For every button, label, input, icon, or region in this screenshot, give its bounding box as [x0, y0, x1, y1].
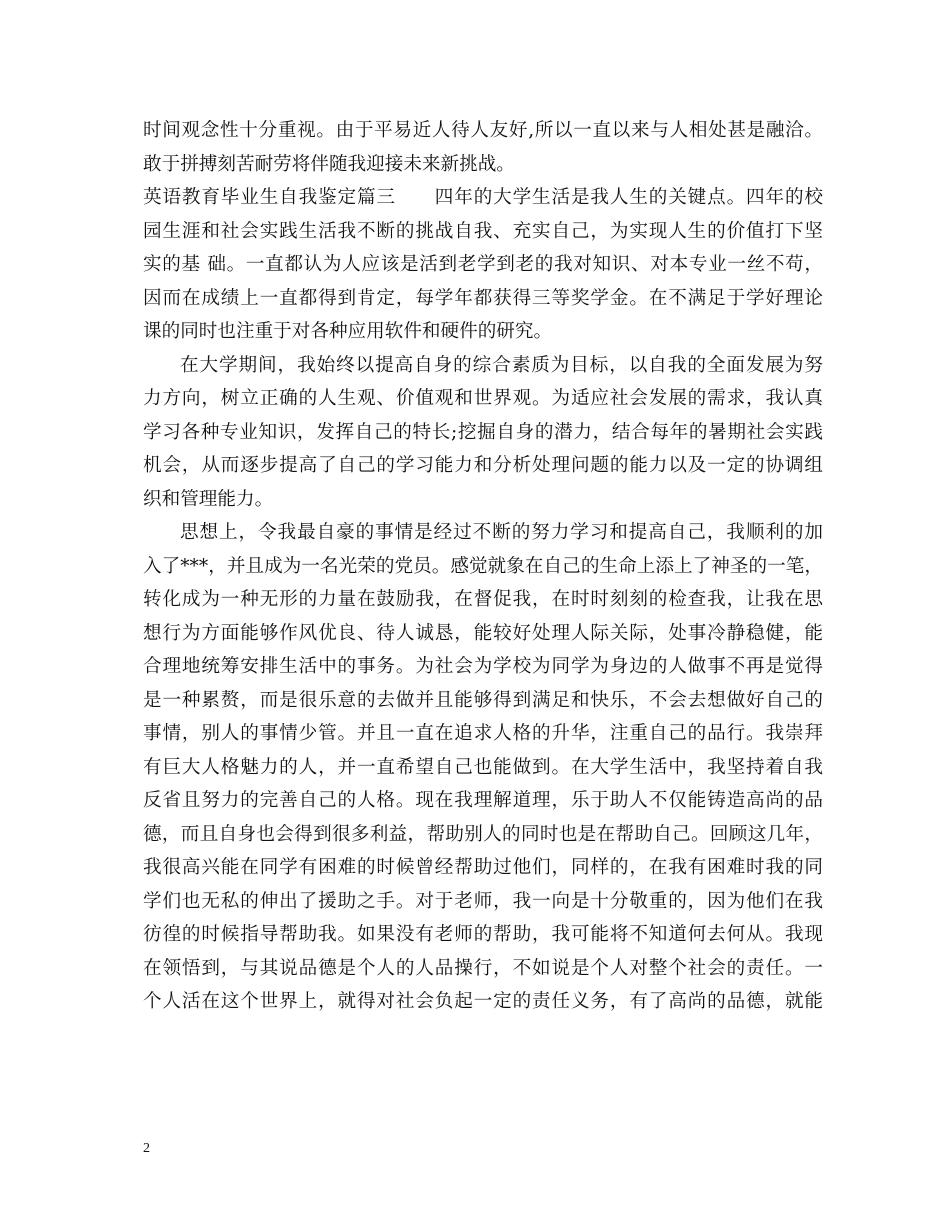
text-line — [143, 583, 823, 617]
text-line-content: 机会，从而逐步提高了自己的学习能力和分析处理问题的能力以及一定的协调组 — [143, 455, 823, 476]
text-line-content: 有巨大人格魅力的人，并一直希望自己也能做到。在大学生活中，我坚持着自我 — [143, 756, 823, 778]
text-line — [143, 885, 823, 919]
text-line-content: 英语教育毕业生自我鉴定篇三 四年的大学生活是我人生的关键点。四年的校 — [143, 187, 823, 208]
text-line — [143, 449, 823, 483]
text-line — [143, 985, 823, 1019]
text-line-content: 入了***，并且成为一名光荣的党员。感觉就象在自己的生命上添上了神圣的一笔， — [143, 555, 823, 577]
text-line — [143, 248, 823, 282]
text-line-content: 课的同时也注重于对各种应用软件和硬件的研究。 — [143, 321, 553, 342]
text-line-content: 在领悟到，与其说品德是个人的人品操行，不如说是个人对整个社会的责任。一 — [143, 957, 823, 979]
text-line-content: 德，而且自身也会得到很多利益，帮助别人的同时也是在帮助自己。回顾这几年， — [143, 823, 823, 845]
text-line-content: 学习各种专业知识，发挥自己的特长;挖掘自身的潜力，结合每年的暑期社会实践 — [143, 421, 823, 443]
text-line — [143, 952, 823, 986]
text-line — [143, 617, 823, 651]
text-line — [143, 114, 823, 148]
text-line — [143, 282, 823, 316]
text-line-content: 我很高兴能在同学有困难的时候曾经帮助过他们，同样的，在我有困难时我的同 — [143, 857, 823, 878]
text-line-content: 织和管理能力。 — [143, 488, 274, 510]
text-line-content: 实的基 础。一直都认为人应该是活到老学到老的我对知识、对本专业一丝不苟， — [143, 254, 823, 275]
text-line — [143, 684, 823, 718]
text-line-content: 转化成为一种无形的力量在鼓励我，在督促我，在时时刻刻的检查我，让我在思 — [143, 589, 823, 610]
text-line — [143, 349, 823, 383]
text-line-content: 想行为方面能够作风优良、待人诚恳，能较好处理人际关际，处事冷静稳健，能 — [143, 622, 823, 644]
text-line-content: 是一种累赘，而是很乐意的去做并且能够得到满足和快乐，不会去想做好自己的 — [143, 689, 823, 711]
text-line — [143, 851, 823, 885]
page-number: 2 — [143, 1141, 150, 1156]
text-line — [143, 918, 823, 952]
text-line — [143, 315, 823, 349]
text-line — [143, 416, 823, 450]
text-line-content: 合理地统筹安排生活中的事务。为社会为学校为同学为身边的人做事不再是觉得 — [143, 656, 823, 677]
text-line-content: 因而在成绩上一直都得到肯定，每学年都获得三等奖学金。在不满足于学好理论 — [143, 287, 823, 309]
text-line — [143, 215, 823, 249]
text-line-content: 个人活在这个世界上，就得对社会负起一定的责任义务，有了高尚的品德，就能 — [143, 991, 823, 1012]
text-line-content: 事情，别人的事情少管。并且一直在追求人格的升华，注重自己的品行。我崇拜 — [143, 723, 823, 744]
text-line — [143, 751, 823, 785]
text-line — [143, 148, 823, 182]
text-line-content: 时间观念性十分重视。由于平易近人待人友好,所以一直以来与人相处甚是融洽。 — [143, 120, 823, 141]
text-line — [143, 784, 823, 818]
text-line-content: 敢于拼搏刻苦耐劳将伴随我迎接未来新挑战。 — [143, 153, 515, 175]
text-line — [143, 181, 823, 215]
text-line-content: 在大学期间，我始终以提高自身的综合素质为目标，以自我的全面发展为努 — [180, 354, 823, 376]
text-line — [143, 550, 823, 584]
text-line-content: 思想上，令我最自豪的事情是经过不断的努力学习和提高自己，我顺利的加 — [180, 522, 823, 543]
text-line — [143, 382, 823, 416]
text-line-content: 反省且努力的完善自己的人格。现在我理解道理，乐于助人不仅能铸造高尚的品 — [143, 790, 823, 811]
text-line-content: 彷徨的时候指导帮助我。如果没有老师的帮助，我可能将不知道何去何从。我现 — [143, 924, 823, 945]
text-line — [143, 516, 823, 550]
text-line — [143, 650, 823, 684]
text-line — [143, 483, 823, 517]
text-line-content: 学们也无私的伸出了援助之手。对于老师，我一向是十分敬重的，因为他们在我 — [143, 890, 823, 912]
text-line — [143, 818, 823, 852]
text-line-content: 力方向，树立正确的人生观、价值观和世界观。为适应社会发展的需求，我认真 — [143, 388, 823, 409]
text-line — [143, 717, 823, 751]
document-body — [143, 114, 823, 1019]
text-line-content: 园生涯和社会实践生活我不断的挑战自我、充实自己，为实现人生的价值打下坚 — [143, 220, 823, 242]
